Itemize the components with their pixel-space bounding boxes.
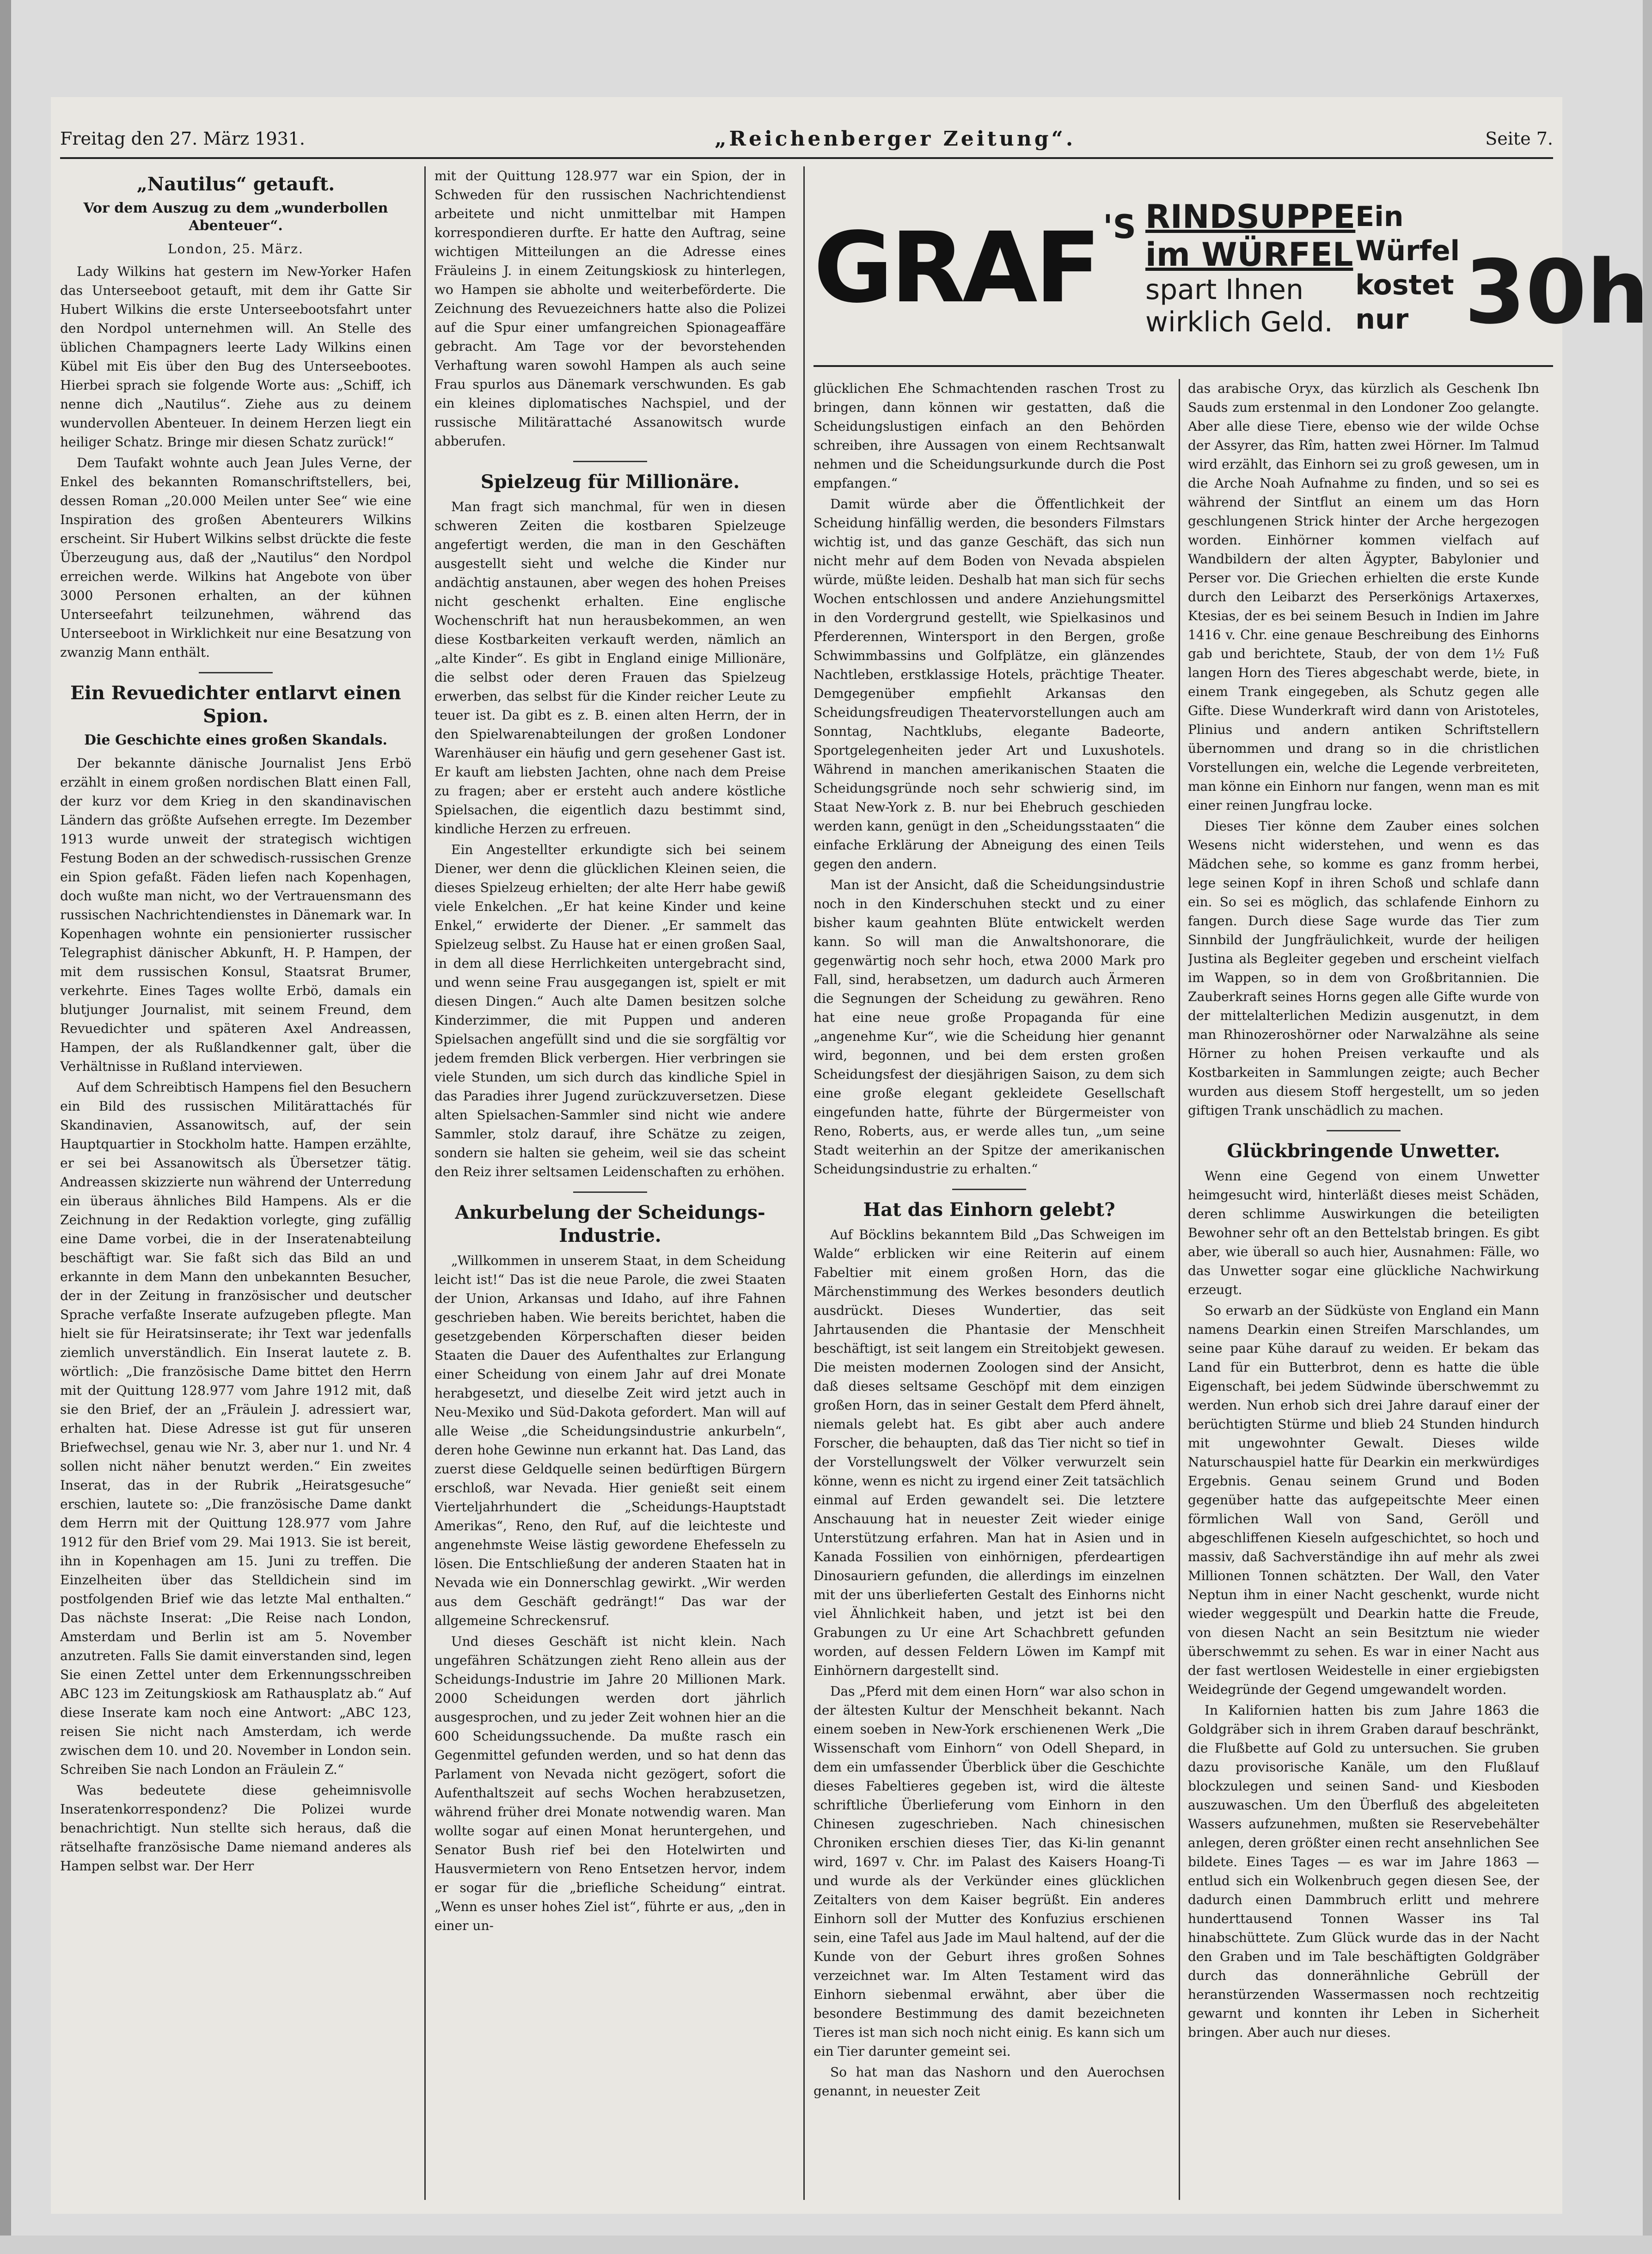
paragraph: Lady Wilkins hat gestern im New-Yorker Hafen das Unterseeboot getauft, mit dem ihr Gatte Sir Hubert Wilkins die erste Unterseebootsfahrt unter den Nordpol unternehmen will. An Stelle des üblichen Champagners leerte Lady Wilkins einen Kübel mit Eis über den Bug des Unterseebootes. Hierbei sprach sie folgende Worte aus: „Schiff, ich nenne dich „Nautilus“. Ziehe aus zu deinem wundervollen Abenteuer. In deinem Herzen liegt ein heiliger Schatz. Bringe mir diesen Schatz zurück!“ <box>60 264 411 450</box>
ad-right-line2: kostet nur <box>1355 269 1454 336</box>
article-subtitle-nautilus: Vor dem Auszug zu dem „wunderbollen Abenteuer“. <box>83 200 388 234</box>
paragraph: So hat man das Nashorn und den Auerochsen genannt, in neuester Zeit <box>814 2065 1165 2099</box>
paragraph: Und dieses Geschäft ist nicht klein. Nach ungefähren Schätzungen zieht Reno allein aus der Scheidungs-Industrie im Jahre 20 Millionen Mark. 2000 Scheidungen werden dort jährlich ausgesprochen, und zu jeder Zeit wohnen hier an die 600 Scheidungssuchende. Da mußte rasch ein Gegenmittel gefunden werden, und so hat denn das Parlament von Nevada nicht gezögert, sofort die Aufenthaltszeit auf sechs Wochen herabzusetzen, während früher drei Monate notwendig waren. Man wollte sogar auf einen Monat heruntergehen, und Senator Bush rief bei den Hotelwirten und Hausvermietern von Reno Entsetzen hervor, indem er sogar für die „briefliche Scheidung“ eintrat. „Wenn es unser hohes Ziel ist“, führte er aus, „den in einer un- <box>434 1634 786 1933</box>
ad-price-block <box>1355 200 1649 343</box>
paragraph: „Willkommen in unserem Staat, in dem Scheidung leicht ist!“ Das ist die neue Parole, die zwei Staaten der Union, Arkansas und Idaho, auf ihre Fahnen geschrieben haben. Wie bereits berichtet, haben die gesetzgebenden Körperschaften dieser beiden Staaten die Dauer des Aufenthaltes zur Erlangung einer Scheidung von einem Jahr auf drei Monate herabgesetzt, und dieselbe Zeit wird jetzt auch in Neu-Mexiko und Süd-Dakota gefordert. Man will auf alle Weise „die Scheidungsindustrie ankurbeln“, deren hohe Gewinne nun erkannt hat. Das Land, das zuerst diese Geldquelle seinen bedürftigen Bürgern erschloß, war Nevada. Hier genießt seit einem Vierteljahrhundert die „Scheidungs-Hauptstadt Amerikas“, Reno, den Ruf, auf die leichteste und angenehmste Weise lästig gewordene Ehefesseln zu lösen. Die Entschließung der anderen Staaten hat in Nevada wie ein Donnerschlag gewirkt. „Wir werden aus dem Geschäft gedrängt!“ Das war der allgemeine Schreckensruf. <box>434 1253 786 1628</box>
paragraph: Dem Taufakt wohnte auch Jean Jules Verne, der Enkel des bekannten Romanschriftstellers, bei, dessen Roman „20.000 Meilen unter See“ wie eine Inspiration des großen Abenteurers Wilkins erscheint. Sir Hubert Wilkins selbst drückte die feste Überzeugung aus, daß der „Nautilus“ den Nordpol erreichen werde. Wilkins hat Angebote von über 3000 Personen erhalten, an der kühnen Unterseefahrt teilzunehmen, während das Unterseeboot in Wirklichkeit nur eine Besatzung von zwanzig Mann enthält. <box>60 455 411 660</box>
article-separator <box>573 1191 647 1193</box>
paragraph: das arabische Oryx, das kürzlich als Geschenk Ibn Sauds zum erstenmal in den Londoner Zoo gelangte. Aber alle diese Tiere, ebenso wie der wilde Ochse der Assyrer, das Rîm, hatten zwei Hörner. Im Talmud wird erzählt, das Einhorn sei zu groß gewesen, um in die Arche Noah Aufnahme zu finden, und so sei es während der Sintflut an einem um das Horn geschlungenen Strick hinter der Arche hergezogen worden. Einhörner kommen vielfach auf Wandbildern der alten Ägypter, Babylonier und Perser vor. Die Griechen erhielten die erste Kunde durch den Leibarzt des Perserkönigs Artaxerxes, Ktesias, der es bei seinem Besuch in Indien im Jahre 1416 v. Chr. eine genaue Beschreibung des Einhorns gab und berichtete, Staub, der von dem 1½ Fuß langen Horn des Tieres abgeschabt werde, biete, in einem Trank eingegeben, als Schutz gegen alle Gifte. Diese Wunderkraft wird dann von Aristoteles, Plinius und andern antiken Schriftstellern übernommen und drang so in die christlichen Vorstellungen ein, welche die Legende verbreiteten, man könne ein Einhorn nur fangen, wenn man es mit einer reinen Jungfrau locke. <box>1188 381 1539 813</box>
paragraph: Was bedeutete diese geheimnisvolle Inseratenkorrespondenz? Die Polizei wurde benachrichtigt. Nun stellte sich heraus, daß die rätselhafte französische Dame niemand anderes als Hampen selbst war. Der Herr <box>60 1783 411 1874</box>
ad-brand: GRAF <box>814 211 1099 324</box>
graf-soup-advertisement <box>814 171 1649 367</box>
paragraph: Wenn eine Gegend von einem Unwetter heimgesucht wird, hinterläßt dieses meist Schäden, deren schlimme Auswirkungen die beteiligten Bewohner sehr oft an den Bettelstab bringen. Es gibt aber, wie überall so auch hier, Ausnahmen: Fälle, wo das Unwetter sogar eine glückliche Nachwirkung erzeugt. <box>1188 1168 1539 1297</box>
paragraph: Ein Angestellter erkundigte sich bei seinem Diener, wer denn die glücklichen Kleinen seien, die dieses Spielzeug erhielten; der alte Herr habe gewiß viele Enkelchen. „Er hat keine Kinder und keine Enkel,“ erwiderte der Diener. „Er sammelt das Spielzeug selbst. Zu Hause hat er einen großen Saal, in dem all diese Herrlichkeiten untergebracht sind, und wenn seine Frau ausgegangen ist, spielt er mit diesen Dingen.“ Auch alte Damen besitzen solche Kinderzimmer, die mit Puppen und anderen Spielsachen angefüllt sind und die sie sorgfältig vor jedem fremden Blick verbergen. Hier verbringen sie viele Stunden, um sich durch das kindliche Spiel in das Paradies ihrer Jugend zurückzuversetzen. Diese alten Spielsachen-Sammler sind nicht wie andere Sammler, stolz darauf, ihre Schätze zu zeigen, sondern sie halten sie geheim, weil sie das scheint den Reiz ihrer seltsamen Leidenschaften zu erhöhen. <box>434 842 786 1179</box>
scan-edge-bottom <box>0 2236 1652 2254</box>
ad-right-line1: Ein Würfel <box>1355 201 1460 267</box>
page-header <box>60 125 1553 153</box>
paragraph: Der bekannte dänische Journalist Jens Erbö erzählt in einem großen nordischen Blatt einen Fall, der kurz vor dem Krieg in den skandinavischen Ländern das größte Aufsehen erregte. Im Dezember 1913 wurde unweit der strategisch wichtigen Festung Boden an der schwedisch-russischen Grenze ein Spion gefaßt. Fäden liefen nach Kopenhagen, doch wußte man nicht, wo der Vertrauensmann des russischen Nachrichtendienstes in Dänemark war. In Kopenhagen wohnte ein pensionierter russischer Telegraphist dänischer Abkunft, H. P. Hampen, der mit dem russischen Konsul, Staatsrat Brumer, verkehrte. Eines Tages wollte Erbö, damals ein blutjunger Journalist, mit seinem Freund, dem Revuedichter und späteren Axel Andreassen, Hampen, der als Rußlandkenner galt, über die Verhältnisse in Rußland interviewen. <box>60 756 411 1074</box>
paragraph: Das „Pferd mit dem einen Horn“ war also schon in der ältesten Kultur der Menschheit bekannt. Nach einem soeben in New-York erschienenen Werk „Die Wissenschaft vom Einhorn“ von Odell Shepard, in dem ein umfassender Überblick über die Geschichte dieses Fabeltieres gegeben ist, wird die älteste schriftliche Überlieferung vom Einhorn in den Chinesen zugeschrieben. Nach chinesischen Chroniken erschien dieses Tier, das Ki-lin genannt wird, 1697 v. Chr. im Palast des Kaisers Hoang-Ti und wurde als der Verkünder eines glücklichen Zeitalters von dem Kaiser begrüßt. Ein anderes Einhorn soll der Mutter des Konfuzius erschienen sein, eine Tafel aus Jade im Maul haltend, auf der die Kunde von der Geburt ihres großen Sohnes verzeichnet war. Im Alten Testament wird das Einhorn siebenmal erwähnt, aber über die besondere Bestimmung des damit bezeichneten Tieres ist man sich noch nicht einig. Es kann sich um ein Tier darunter gemeint sei. <box>814 1684 1165 2059</box>
paragraph: Man ist der Ansicht, daß die Scheidungsindustrie noch in den Kinderschuhen steckt und zu einer bisher kaum geahnten Blüte entwickelt werden kann. So will man die Anwaltshonorare, die gegenwärtig noch sehr hoch, etwa 2000 Mark pro Fall, sind, herabsetzen, um dadurch auch Ärmeren die Segnungen der Scheidung zu gewähren. Reno hat eine neue große Propaganda für eine „angenehme Kur“, wie die Scheidung hier genannt wird, begonnen, und bei dem ersten großen Scheidungsfest der diesjährigen Saison, zu dem sich eine große elegant gekleidete Gesellschaft eingefunden hatte, führte der Bürgermeister von Reno, Roberts, aus, er werde alles tun, „um seine Stadt weiterhin an der Spitze der amerikanischen Scheidungsindustrie zu erhalten.“ <box>814 877 1165 1177</box>
header-page-number: Seite 7. <box>1485 128 1553 149</box>
column-2 <box>434 166 786 2200</box>
article-separator <box>952 1189 1026 1190</box>
column-4 <box>1188 379 1539 2200</box>
column-3 <box>814 379 1165 2200</box>
article-title-spielzeug: Spielzeug für Millionäre. <box>480 471 740 493</box>
article-title-nautilus: „Nautilus“ getauft. <box>136 173 335 195</box>
header-rule <box>60 157 1553 159</box>
ad-product: RINDSUPPE im WÜRFEL <box>1145 198 1356 274</box>
article-title-einhorn: Hat das Einhorn gelebt? <box>863 1199 1115 1221</box>
paragraph: Man fragt sich manchmal, für wen in diesen schweren Zeiten die kostbaren Spielzeuge angefertigt werden, die man in den Geschäften ausgestellt sieht und welche die Kinder nur andächtig anstaunen, aber wegen des hohen Preises nicht geschenkt erhalten. Eine englische Wochenschrift hat nun herausbekommen, an wen diese Kostbarkeiten verkauft werden, nämlich an „alte Kinder“. Es gibt in England einige Millionäre, die selbst oder deren Frauen das Spielzeug erwerben, das selbst für die Kinder reicher Leute zu teuer ist. Da gibt es z. B. einen alten Herrn, der in den Spielwarenabteilungen der großen Londoner Warenhäuser ein häufig und gern gesehener Gast ist. Er kauft am liebsten Jachten, ohne nach dem Preise zu fragen; aber er ersteht auch andere köstliche Spielsachen, die eigentlich dazu bestimmt sind, kindliche Herzen zu erfreuen. <box>434 499 786 837</box>
article-separator <box>199 672 273 673</box>
paragraph: So erwarb an der Südküste von England ein Mann namens Dearkin einen Streifen Marschlandes, um seine paar Kühe darauf zu weiden. Er bekam das Land für ein Butterbrot, denn es hatte die üble Eigenschaft, bei jedem Südwinde überschwemmt zu werden. Nun erhob sich drei Jahre darauf einer der berüchtigten Stürme und blieb 24 Stunden hindurch mit ungewohnter Gewalt. Dieses wilde Naturschauspiel hatte für Dearkin ein merkwürdiges Ergebnis. Genau seinem Grund und Boden gegenüber hatte das aufgepeitschte Meer einen förmlichen Wall von Sand, Geröll und abgeschliffenen Kieseln aufgeschichtet, so hoch und massiv, daß Sachverständige ihn auf mehr als zwei Millionen Tonnen schätzten. Der Wall, den Vater Neptun ihm in einer Nacht geschenkt, wurde nicht wieder weggespült und Dearkin hatte die Freude, von diesen Nacht an sein Besitztum nie wieder überschwemmt zu sehen. Es war in einer Nacht aus der fast wertlosen Weidestelle in einer ergiebigsten Weidegründe der Gegend umgewandelt worden. <box>1188 1303 1539 1697</box>
article-separator <box>1327 1130 1401 1131</box>
ad-price: 30h <box>1464 241 1649 343</box>
article-title-unwetter: Glückbringende Unwetter. <box>1227 1140 1500 1162</box>
article-title-spion: Ein Revuedichter entlarvt einen Spion. <box>70 682 401 727</box>
dateline: London, 25. März. <box>168 241 304 257</box>
column-1 <box>60 166 411 2200</box>
column-rule <box>803 166 805 2200</box>
paragraph: glücklichen Ehe Schmachtenden raschen Trost zu bringen, dann können wir gestatten, daß die Scheidungslustigen einfach an den Behörden schreiben, ihre Aussagen von einem Rechtsanwalt nehmen und die Scheidungsurkunde durch die Post empfangen.“ <box>814 381 1165 491</box>
column-rule <box>1179 379 1180 2200</box>
header-title: „Reichenberger Zeitung“. <box>715 127 1076 151</box>
header-date: Freitag den 27. März 1931. <box>60 128 305 149</box>
ad-brand-suffix: 'S <box>1103 208 1136 246</box>
ad-slogan: spart Ihnen wirklich Geld. <box>1145 274 1333 338</box>
paragraph: Damit würde aber die Öffentlichkeit der Scheidung hinfällig werden, die besonders Filmstars wichtig ist, und das ganze Geschäft, das sich nun nicht mehr auf dem Boden von Nevada abspielen würde, müßte leiden. Deshalb hat man sich für sechs Wochen entschlossen und andere Anziehungsmittel in den Vordergrund gestellt, wie Spielkasinos und Pferderennen, Wintersport in den Bergen, große Schwimmbassins und Golfplätze, ein glänzendes Nachtleben, erstklassige Hotels, prächtige Theater. Demgegenüber empfiehlt Arkansas den Scheidungsfreudigen Theatervorstellungen auch am Sonntag, Nachtklubs, elegante Badeorte, Sportgelegenheiten jeder Art und Luxushotels. Während in manchen amerikanischen Staaten die Scheidungsgründe noch sehr schwierig sind, im Staat New-York z. B. nur bei Ehebruch geschieden werden kann, genügt in den „Scheidungsstaaten“ die einfache Erklärung der Abneigung des einen Teils gegen den andern. <box>814 496 1165 872</box>
newspaper-page <box>51 97 1649 2214</box>
paragraph: Dieses Tier könne dem Zauber eines solchen Wesens nicht widerstehen, und wenn es das Mädchen sehe, so komme es ganz fromm herbei, lege seinen Kopf in ihren Schoß und schlafe dann ein. So sei es möglich, das schlafende Einhorn zu fangen. Durch diese Sage wurde das Tier zum Sinnbild der Jungfräulichkeit, wurde der heiligen Justina als Begleiter gegeben und erscheint vielfach im Wappen, so in dem von Großbritannien. Die Zauberkraft seines Horns gegen alle Gifte wurde von der mittelalterlichen Medizin ausgenutzt, in dem man Rhinozeroshörner oder Narwalzähne als seine Hörner zu hohen Preisen verkaufte und als Kostbarkeiten in Sammlungen zeigte; auch Becher wurden aus diesem Stoff hergestellt, um so jeden giftigen Trank unschädlich zu machen. <box>1188 819 1539 1118</box>
article-title-scheidung: Ankurbelung der Scheidungs-Industrie. <box>455 1202 765 1246</box>
article-subtitle-spion: Die Geschichte eines großen Skandals. <box>84 732 387 748</box>
paragraph: mit der Quittung 128.977 war ein Spion, der in Schweden für den russischen Nachrichtendienst arbeitete und nicht unmittelbar mit Hampen korrespondieren durfte. Er hatte den Auftrag, seine wichtigen Mitteilungen an die Adresse eines Fräuleins J. in einem Zeitungskiosk zu hinterlegen, wo Hampen sie abholte und weiterbeförderte. Die Zeichnung des Revuezeichners hatte also die Polizei auf die Spur einer umfangreichen Spionageaffäre gebracht. Am Tage vor der bevorstehenden Verhaftung waren sowohl Hampen als auch seine Frau spurlos aus Dänemark verschwunden. Es gab ein kleines diplomatisches Nachspiel, und der russische Militärattaché Assanowitsch wurde abberufen. <box>434 168 786 449</box>
article-separator <box>573 461 647 462</box>
ad-middle-text <box>1145 198 1355 338</box>
paragraph: Auf dem Schreibtisch Hampens fiel den Besuchern ein Bild des russischen Militärattachés für Skandinavien, Assanowitsch, auf, der sein Hauptquartier in Stockholm hatte. Hampen erzählte, er sei bei Assanowitsch als Übersetzer tätig. Andreassen skizzierte nun während der Unterredung ein überaus ähnliches Bild Hampens. Als er die Zeichnung in der Redaktion vorlegte, ging zufällig eine Dame vorbei, die in der Inseratenabteilung beschäftigt war. Sie faßt sich das Bild an und erkannte in dem Mann den unbekannten Besucher, der in der Zeitung in französischer und deutscher Sprache verfaßte Inserate aufzugeben pflegte. Man hielt sie für Heiratsinserate; ihr Text war jedenfalls ziemlich unverständlich. Ein Inserat lautete z. B. wörtlich: „Die französische Dame bittet den Herrn mit der Quittung 128.977 vom Jahre 1912 mit, daß sie den Brief, der an „Fräulein J. adressiert war, erhalten hat. Diese Adresse ist gut für unseren Briefwechsel, genau wie Nr. 3, aber nur 1. und Nr. 4 sollen nicht näher benutzt werden.“ Ein zweites Inserat, das in der Rubrik „Heiratsgesuche“ erschien, lautete so: „Die französische Dame dankt dem Herrn mit der Quittung 128.977 vom Jahre 1912 für den Brief vom 29. Mai 1913. Sie ist bereit, ihn in Kopenhagen am 15. Juni zu treffen. Die Einzelheiten über das Stelldichein sind im postfolgenden Brief wie das letzte Mal enthalten.“ Das nächste Inserat: „Die Reise nach London, Amsterdam und Berlin ist am 5. November anzutreten. Falls Sie damit einverstanden sind, legen Sie einen Zettel unter dem Erkennungsschreiben ABC 123 im Zeitungskiosk am Rathausplatz ab.“ Auf diese Inserate kam noch eine Antwort: „ABC 123, reisen Sie nicht nach Amsterdam, ich werde zwischen dem 10. und 20. November in London sein. Schreiben Sie nach London an Fräulein Z.“ <box>60 1080 411 1777</box>
paragraph: Auf Böcklins bekanntem Bild „Das Schweigen im Walde“ erblicken wir eine Reiterin auf einem Fabeltier mit einem großen Horn, das die Märchenstimmung des Werkes besonders deutlich ausdrückt. Dieses Wundertier, das seit Jahrtausenden die Phantasie der Menschheit beschäftigt, ist seit langem ein Streitobjekt gewesen. Die meisten modernen Zoologen sind der Ansicht, daß dieses seltsame Geschöpf mit dem einzigen großen Horn, das in seiner Gestalt dem Pferd ähnelt, niemals gelebt hat. Es gibt aber auch andere Forscher, die behaupten, daß das Tier nicht so tief in der Vorstellungswelt der Völker verwurzelt sein könne, wenn es nicht zu irgend einer Zeit tatsächlich einmal auf Erden gewandelt sei. Die letztere Anschauung hat in neuester Zeit wieder einige Unterstützung erfahren. Man hat in Asien und in Kanada Fossilien von einhörnigen, pferdeartigen Dinosauriern gefunden, die allerdings im einzelnen mit der uns überlieferten Gestalt des Einhorns nicht viel Ähnlichkeit haben, und jetzt ist bei den Grabungen zu Ur eine Art Schachbrett gefunden worden, auf dessen Feldern Löwen im Kampf mit Einhörnern dargestellt sind. <box>814 1227 1165 1678</box>
column-rule <box>424 166 426 2200</box>
scan-edge-left <box>0 0 11 2254</box>
paragraph: In Kalifornien hatten bis zum Jahre 1863 die Goldgräber sich in ihrem Graben darauf beschränkt, die Flußbette auf Gold zu untersuchen. Sie gruben dazu provisorische Kanäle, um den Flußlauf blockzulegen und seinen Sand- und Kiesboden auszuwaschen. Um den Überfluß des abgeleiteten Wassers aufzunehmen, mußten sie Reservebehälter anlegen, deren größter einen recht ansehnlichen See bildete. Eines Tages — es war im Jahre 1863 — entlud sich ein Wolkenbruch gegen diesen See, der dadurch einen Dammbruch erlitt und mehrere hunderttausend Tonnen Wasser ins Tal hinabschüttete. Zum Glück wurde das in der Nacht den Graben und im Tale beschäftigten Goldgräber durch das donnerähnliche Gebrüll der heranstürzenden Wassermassen noch rechtzeitig gewarnt und konnten ihr Leben in Sicherheit bringen. Aber auch nur dieses. <box>1188 1703 1539 2040</box>
